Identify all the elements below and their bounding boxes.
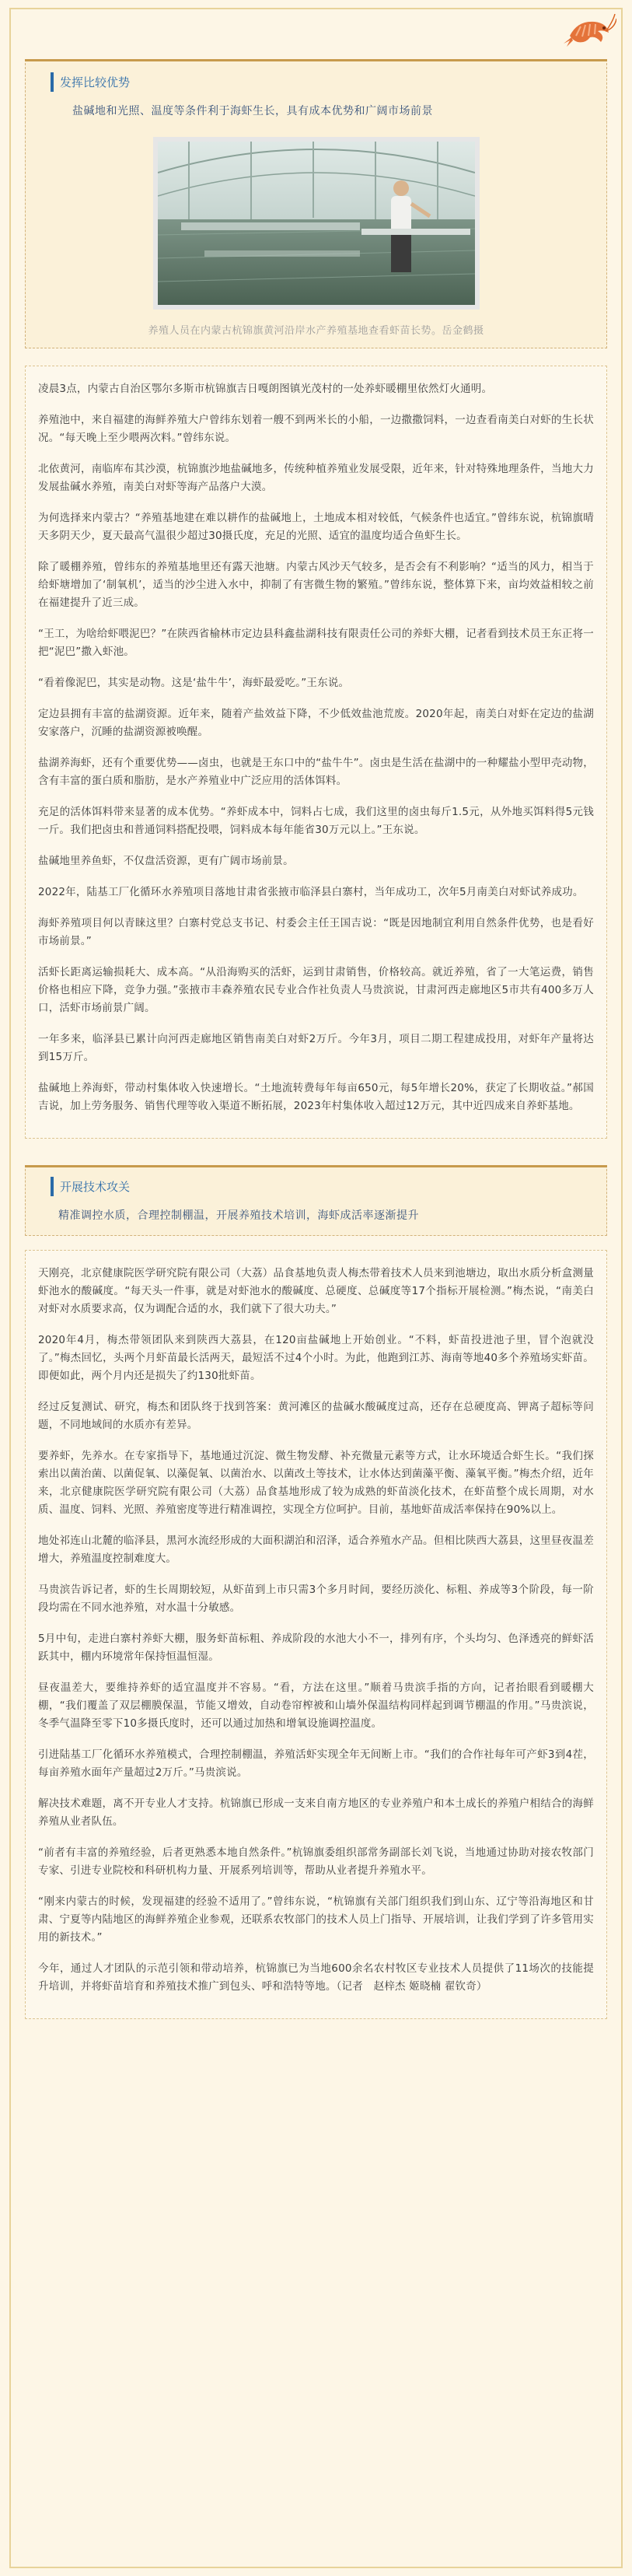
section-title: 发挥比较优势: [51, 72, 136, 92]
paragraph: “前者有丰富的养殖经验，后者更熟悉本地自然条件。”杭锦旗委组织部常务副部长刘飞说，当地通过协助对接农牧部门专家、引进专业院校和科研机构力量、开展系列培训等，帮助从业者提升养殖水平。: [38, 1846, 594, 1877]
shrimp-farm-photo: [153, 137, 480, 310]
paragraph: 要养虾，先养水。在专家指导下，基地通过沉淀、微生物发酵、补充微量元素等方式，让水环境适合虾生长。“我们探索出以菌治菌、以菌促氧、以藻促氧、以菌治水、以菌改土等技术，让水体达到菌藻平衡、藻氧平衡。”梅杰介绍，近年来，北京健康院医学研究院有限公司（大荔）品食基地形成了较为成熟的虾苗淡化技术，在虾苗整个成长周期，对水质、温度、饲料、光照、养殖密度等进行精准调控，实现全方位呵护。目前，基地虾苗成活率保持在90%以上。: [38, 1450, 594, 1516]
section-header-2: [25, 1165, 607, 1236]
section-title: 开展技术攻关: [51, 1177, 136, 1196]
paragraph: “王工，为啥给虾喂泥巴？”在陕西省榆林市定边县科鑫盐湖科技有限责任公司的养虾大棚，记者看到技术员王东正将一把“泥巴”撒入虾池。: [38, 628, 594, 658]
paragraph: 北依黄河，南临库布其沙漠，杭锦旗沙地盐碱地多，传统种植养殖业发展受限，近年来，针对特殊地理条件，当地大力发展盐碱水养殖，南美白对虾等海产品落户大漠。: [38, 463, 594, 493]
shrimp-icon: [562, 12, 616, 48]
paragraph: 经过反复测试、研究，梅杰和团队终于找到答案：黄河滩区的盐碱水酸碱度过高，还存在总硬度高、钾离子超标等问题，不同地域间的水质亦有差异。: [38, 1401, 594, 1431]
paragraph: 除了暖棚养殖，曾纬东的养殖基地里还有露天池塘。内蒙古风沙天气较多，是否会有不利影响？“适当的风力，相当于给虾塘增加了‘制氧机’，适当的沙尘进入水中，抑制了有害微生物的繁殖。”曾纬东说，整体算下来，亩均效益相较之前在福建提升了近三成。: [38, 561, 594, 609]
paragraph: “刚来内蒙古的时候，发现福建的经验不适用了。”曾纬东说，“杭锦旗有关部门组织我们到山东、辽宁等沿海地区和甘肃、宁夏等内陆地区的海鲜养殖企业参观，还联系农牧部门的技术人员上门指导、开展培训，让我们学到了许多管用实用的新技术。”: [38, 1895, 594, 1944]
paragraph: 一年多来，临泽县已累计向河西走廊地区销售南美白对虾2万斤。今年3月，项目二期工程建成投用，对虾年产量将达到15万斤。: [38, 1033, 594, 1063]
section-subtitle: 盐碱地和光照、温度等条件利于海虾生长，具有成本优势和广阔市场前景: [72, 105, 433, 117]
photo-caption: 养殖人员在内蒙古杭锦旗黄河沿岸水产养殖基地查看虾苗长势。岳金鹤摄: [148, 325, 484, 337]
article-body-1: [25, 366, 607, 1139]
paragraph: 2022年，陆基工厂化循环水养殖项目落地甘肃省张掖市临泽县白寨村，当年成功工，次年5月南美白对虾试养成功。: [38, 886, 584, 898]
paragraph: 海虾养殖项目何以青睐这里？白寨村党总支书记、村委会主任王国吉说：“既是因地制宜利用自然条件优势，也是看好市场前景。”: [38, 917, 594, 947]
paragraph: 盐湖养海虾，还有个重要优势——卤虫，也就是王东口中的“盐牛牛”。卤虫是生活在盐湖中的一种耀盐小型甲壳动物，含有丰富的蛋白质和脂肪，是水产养殖业中广泛应用的活体饵料。: [38, 757, 594, 787]
section-subtitle: 精准调控水质，合理控制棚温，开展养殖技术培训，海虾成活率逐渐提升: [58, 1209, 419, 1222]
page-frame: [9, 8, 623, 2568]
paragraph: 5月中旬，走进白寨村养虾大棚，服务虾苗标粗、养成阶段的水池大小不一，排列有序，个头均匀、色泽透亮的鲜虾活跃其中，棚内环境常年保持恒温恒湿。: [38, 1633, 594, 1663]
paragraph: 今年，通过人才团队的示范引领和带动培养，杭锦旗已为当地600余名农村牧区专业技术人员提供了11场次的技能提升培训，并将虾苗培育和养殖技术推广到包头、呼和浩特等地。（记者 赵梓杰 姬晓楠 翟钦奇）: [38, 1962, 594, 1993]
paragraph: 盐碱地上养海虾，带动村集体收入快速增长。“土地流转费每年每亩650元，每5年增长20%，获定了长期收益。”郝国吉说，加上劳务服务、销售代理等收入渠道不断拓展，2023年村集体收入超过12万元，其中近四成来自养虾基地。: [38, 1082, 594, 1112]
paragraph: 定边县拥有丰富的盐湖资源。近年来，随着产盐效益下降，不少低效盐池荒废。2020年起，南美白对虾在定边的盐湖安家落户，沉睡的盐湖资源被唤醒。: [38, 708, 594, 738]
paragraph: 地处祁连山北麓的临泽县，黑河水流经形成的大面积湖泊和沼泽，适合养殖水产品。但相比陕西大荔县，这里昼夜温差增大，养殖温度控制难度大。: [38, 1535, 594, 1565]
paragraph: 解决技术难题，离不开专业人才支持。杭锦旗已形成一支来自南方地区的专业养殖户和本土成长的养殖户相结合的海鲜养殖从业者队伍。: [38, 1797, 594, 1828]
paragraph: 凌晨3点，内蒙古自治区鄂尔多斯市杭锦旗吉日嘎朗图镇光茂村的一处养虾暖棚里依然灯火通明。: [38, 383, 493, 395]
paragraph: “看着像泥巴，其实是动物。这是‘盐牛牛’，海虾最爱吃。”王东说。: [38, 677, 350, 689]
paragraph: 为何选择来内蒙古？“养殖基地建在难以耕作的盐碱地上，土地成本相对较低，气候条件也适宜。”曾纬东说，杭锦旗晴天多阴天少，夏天最高气温很少超过30摄氏度，充足的光照、适宜的温度均适合鱼虾生长。: [38, 512, 594, 542]
paragraph: 活虾长距离运输损耗大、成本高。“从沿海购买的活虾，运到甘肃销售，价格较高。就近养殖，省了一大笔运费，销售价格也相应下降，竞争力强。”张掖市丰森养殖农民专业合作社负责人马贵滨说，甘肃河西走廊地区5市共有400多万人口，活虾市场前景广阔。: [38, 966, 594, 1014]
paragraph: 昼夜温差大，要维持养虾的适宜温度并不容易。“看，方法在这里。”顺着马贵滨手指的方向，记者抬眼看到暖棚大棚，“我们覆盖了双层棚膜保温，节能又增效，自动卷帘榨被和山墙外保温结构同样起到调节棚温的作用。”马贵滨说，冬季气温降至零下10多摄氏度时，还可以通过加热和增氧设施调控温度。: [38, 1682, 594, 1730]
paragraph: 盐碱地里养鱼虾，不仅盘活资源，更有广阔市场前景。: [38, 855, 294, 867]
paragraph: 引进陆基工厂化循环水养殖模式，合理控制棚温，养殖活虾实现全年无间断上市。“我们的合作社每年可产虾3到4茬，每亩养殖水面年产量超过2万斤。”马贵滨说。: [38, 1748, 594, 1779]
paragraph: 马贵滨告诉记者，虾的生长周期较短，从虾苗到上市只需3个多月时间，要经历淡化、标粗、养成等3个阶段，每一阶段均需在不同水池养殖，对水温十分敏感。: [38, 1584, 594, 1614]
paragraph: 2020年4月，梅杰带领团队来到陕西大荔县，在120亩盐碱地上开始创业。“不料，虾苗投进池子里，冒个泡就没了。”梅杰回忆，头两个月虾苗最长活两天，最短活不过4个小时。为此，他跑到江苏、海南等地40多个养殖场实虾苗。即便如此，两个月内还是损失了约130批虾苗。: [38, 1334, 594, 1382]
article-body-2: [25, 1250, 607, 2019]
paragraph: 养殖池中，来自福建的海鲜养殖大户曾纬东划着一艘不到两米长的小船，一边撒撒饲料，一边查看南美白对虾的生长状况。“每天晚上至少喂两次料。”曾纬东说。: [38, 414, 594, 444]
section-header-1: [25, 59, 607, 348]
paragraph: 天刚亮，北京健康院医学研究院有限公司（大荔）品食基地负责人梅杰带着技术人员来到池塘边，取出水质分析盒测量虾池水的酸碱度。“每天头一件事，就是对虾池水的酸碱度、总硬度、总碱度等17个指标开展检测。”梅杰说，“南美白对虾对水质要求高，仅为调配合适的水，我们就下了很大功夫。”: [38, 1267, 594, 1315]
paragraph: 充足的活体饵料带来显著的成本优势。“养虾成本中，饲料占七成，我们这里的卤虫每斤1.5元，从外地买饵料得5元钱一斤。我们把卤虫和普通饲料搭配投喂，饲料成本每年能省30万元以上。”王东说。: [38, 806, 594, 836]
